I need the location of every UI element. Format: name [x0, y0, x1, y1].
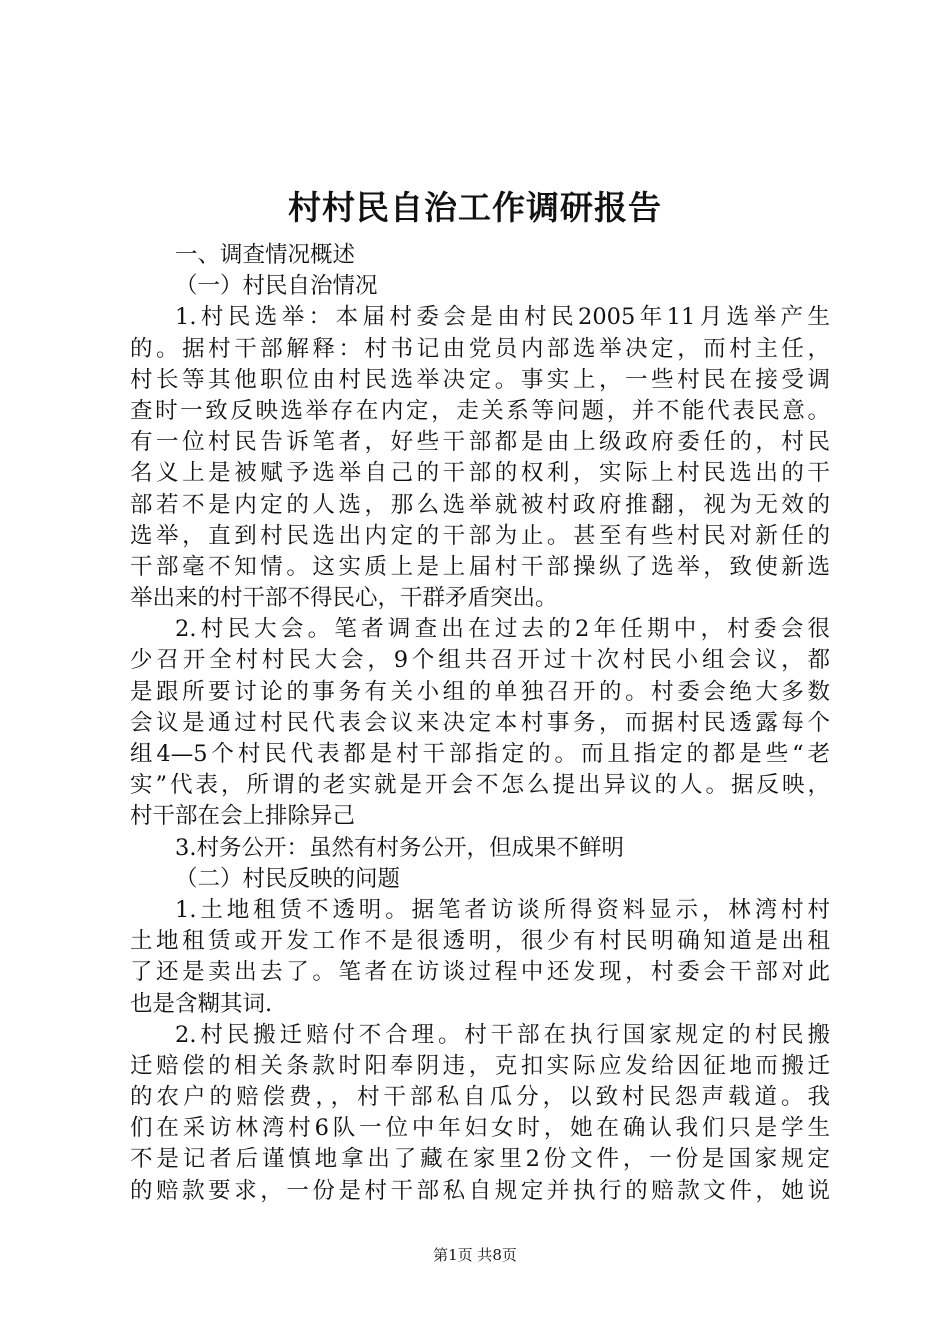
text-line: 会议是通过村民代表会议来决定本村事务，而据村民透露每个 — [130, 709, 830, 736]
page-footer: 第1页 共8页 — [433, 1246, 517, 1264]
text-line: （一）村民自治情况 — [175, 273, 378, 300]
text-line: 也是含糊其词. — [130, 990, 273, 1017]
document-body — [130, 240, 830, 1207]
text-line: 1.土地租赁不透明。据笔者访谈所得资料显示，林湾村村 — [175, 896, 830, 923]
text-line: 们在采访林湾村6队一位中年妇女时，她在确认我们只是学生 — [130, 1115, 830, 1142]
text-line: 干部毫不知情。这实质上是上届村干部操纵了选举，致使新选 — [130, 553, 830, 580]
text-line: 查时一致反映选举存在内定，走关系等问题，并不能代表民意。 — [130, 397, 830, 424]
text-line: 一、调查情况概述 — [175, 242, 356, 268]
text-line: 3.村务公开：虽然有村务公开，但成果不鲜明 — [175, 834, 624, 861]
text-line: 部若不是内定的人选，那么选举就被村政府推翻，视为无效的 — [130, 491, 830, 518]
text-line: 选举，直到村民选出内定的干部为止。甚至有些村民对新任的 — [130, 522, 830, 549]
text-line: 的赔款要求，一份是村干部私自规定并执行的赔款文件，她说 — [130, 1177, 830, 1204]
text-line: 的。据村干部解释：村书记由党员内部选举决定，而村主任， — [130, 335, 830, 362]
text-line: 不是记者后谨慎地拿出了藏在家里2份文件，一份是国家规定 — [130, 1146, 830, 1173]
text-line: 名义上是被赋予选举自己的干部的权利，实际上村民选出的干 — [130, 460, 830, 487]
text-line: 实”代表，所谓的老实就是开会不怎么提出异议的人。据反映， — [130, 772, 830, 799]
text-line: 少召开全村村民大会，9个组共召开过十次村民小组会议，都 — [130, 647, 830, 674]
document-title: 村村民自治工作调研报告 — [288, 188, 662, 227]
text-line: 土地租赁或开发工作不是很透明，很少有村民明确知道是出租 — [130, 928, 830, 955]
text-line: （二）村民反映的问题 — [175, 865, 401, 892]
text-line: 迁赔偿的相关条款时阳奉阴违，克扣实际应发给因征地而搬迁 — [130, 1052, 830, 1079]
text-line: 1.村民选举：本届村委会是由村民2005年11月选举产生 — [175, 304, 830, 331]
text-line: 组4—5个村民代表都是村干部指定的。而且指定的都是些“老 — [130, 741, 830, 767]
text-line: 了还是卖出去了。笔者在访谈过程中还发现，村委会干部对此 — [130, 959, 830, 986]
text-line: 的农户的赔偿费，，村干部私自瓜分，以致村民怨声载道。我 — [130, 1084, 830, 1111]
text-line: 举出来的村干部不得民心，干群矛盾突出。 — [130, 585, 558, 612]
text-line: 2.村民搬迁赔付不合理。村干部在执行国家规定的村民搬 — [175, 1021, 830, 1048]
text-line: 2.村民大会。笔者调查出在过去的2年任期中，村委会很 — [175, 616, 830, 643]
text-line: 村长等其他职位由村民选举决定。事实上，一些村民在接受调 — [130, 366, 830, 393]
text-line: 是跟所要讨论的事务有关小组的单独召开的。村委会绝大多数 — [130, 678, 830, 705]
text-line: 村干部在会上排除异己 — [130, 803, 356, 830]
text-line: 有一位村民告诉笔者，好些干部都是由上级政府委任的，村民 — [130, 429, 830, 456]
